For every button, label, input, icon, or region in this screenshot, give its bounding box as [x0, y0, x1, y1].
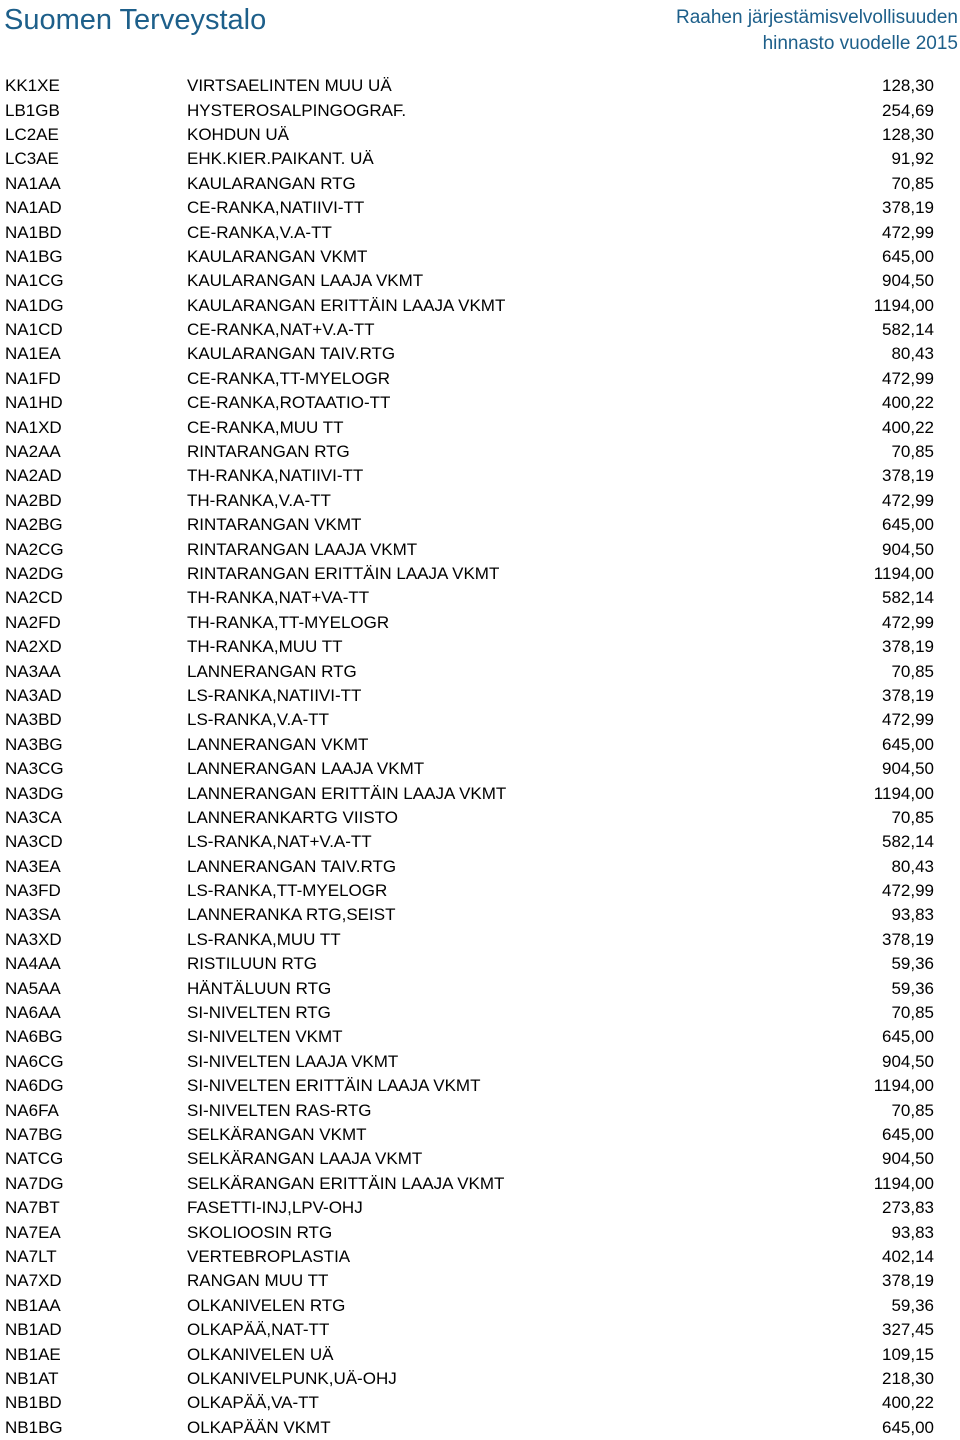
procedure-description: LANNERANKA RTG,SEIST	[187, 905, 396, 925]
procedure-description: EHK.KIER.PAIKANT. UÄ	[187, 149, 374, 169]
procedure-price: 645,00	[882, 515, 934, 535]
procedure-description: SI-NIVELTEN LAAJA VKMT	[187, 1051, 399, 1071]
procedure-price: 93,83	[891, 905, 934, 925]
procedure-code: NA3AD	[5, 685, 62, 705]
procedure-code: NA6CG	[5, 1051, 64, 1071]
procedure-price: 80,43	[891, 856, 934, 876]
procedure-code: NA2AD	[5, 466, 62, 486]
procedure-price: 904,50	[882, 539, 934, 559]
procedure-price: 645,00	[882, 1124, 934, 1144]
procedure-description: SI-NIVELTEN VKMT	[187, 1027, 343, 1047]
procedure-code: NA7LT	[5, 1246, 57, 1266]
table-row	[0, 635, 960, 659]
procedure-code: NA5AA	[5, 978, 61, 998]
procedure-price: 218,30	[882, 1368, 934, 1388]
procedure-price: 904,50	[882, 759, 934, 779]
procedure-price: 378,19	[882, 198, 934, 218]
procedure-description: KAULARANGAN ERITTÄIN LAAJA VKMT	[187, 295, 506, 315]
procedure-code: NB1AT	[5, 1368, 59, 1388]
procedure-description: OLKAPÄÄ,NAT-TT	[187, 1320, 330, 1340]
procedure-description: LS-RANKA,MUU TT	[187, 929, 341, 949]
table-row	[0, 74, 960, 98]
procedure-description: CE-RANKA,TT-MYELOGR	[187, 368, 391, 388]
brand-name: Suomen Terveystalo	[4, 4, 267, 36]
procedure-description: LANNERANGAN ERITTÄIN LAAJA VKMT	[187, 783, 507, 803]
procedure-price: 1194,00	[873, 783, 934, 803]
table-row	[0, 172, 960, 196]
procedure-code: NA7DG	[5, 1173, 64, 1193]
procedure-price: 378,19	[882, 466, 934, 486]
procedure-code: NA1CG	[5, 271, 64, 291]
table-row	[0, 806, 960, 830]
procedure-code: NA2CG	[5, 539, 64, 559]
procedure-price: 400,22	[882, 393, 934, 413]
table-row	[0, 976, 960, 1000]
table-row	[0, 586, 960, 610]
procedure-price: 327,45	[882, 1320, 934, 1340]
procedure-code: NA3XD	[5, 929, 62, 949]
table-row	[0, 1367, 960, 1391]
procedure-code: NB1AD	[5, 1320, 62, 1340]
table-row	[0, 513, 960, 537]
procedure-description: KAULARANGAN LAAJA VKMT	[187, 271, 424, 291]
table-row	[0, 98, 960, 122]
procedure-description: SI-NIVELTEN RTG	[187, 1003, 331, 1023]
procedure-price: 128,30	[882, 76, 934, 96]
table-row	[0, 440, 960, 464]
table-row	[0, 391, 960, 415]
table-row	[0, 294, 960, 318]
table-row	[0, 684, 960, 708]
procedure-description: OLKAPÄÄ,VA-TT	[187, 1393, 319, 1413]
table-row	[0, 1318, 960, 1342]
table-row	[0, 1098, 960, 1122]
procedure-description: LS-RANKA,TT-MYELOGR	[187, 881, 388, 901]
procedure-price: 59,36	[891, 954, 934, 974]
table-row	[0, 903, 960, 927]
procedure-description: LS-RANKA,NAT+V.A-TT	[187, 832, 372, 852]
procedure-code: NA3BG	[5, 734, 63, 754]
table-row	[0, 1415, 960, 1439]
procedure-description: CE-RANKA,NATIIVI-TT	[187, 198, 365, 218]
title-line-2: hinnasto vuodelle 2015	[762, 33, 958, 54]
table-row	[0, 1220, 960, 1244]
table-row	[0, 1269, 960, 1293]
procedure-code: NA1XD	[5, 417, 62, 437]
document-title	[676, 5, 958, 57]
procedure-description: VERTEBROPLASTIA	[187, 1246, 351, 1266]
procedure-description: HYSTEROSALPINGOGRAF.	[187, 100, 407, 120]
procedure-price: 378,19	[882, 685, 934, 705]
procedure-price: 59,36	[891, 978, 934, 998]
procedure-description: KAULARANGAN RTG	[187, 173, 356, 193]
procedure-description: OLKANIVELPUNK,UÄ-OHJ	[187, 1368, 397, 1388]
procedure-description: RINTARANGAN VKMT	[187, 515, 362, 535]
procedure-code: NA2DG	[5, 564, 64, 583]
table-row	[0, 220, 960, 244]
procedure-price: 70,85	[891, 1003, 934, 1023]
procedure-description: LANNERANKARTG VIISTO	[187, 807, 398, 827]
procedure-code: NA1BG	[5, 246, 63, 266]
procedure-code: NA3EA	[5, 856, 61, 876]
procedure-price: 582,14	[882, 320, 934, 340]
procedure-price: 472,99	[882, 222, 934, 242]
procedure-code: LC2AE	[5, 124, 59, 144]
procedure-price: 93,83	[891, 1222, 934, 1242]
procedure-description: CE-RANKA,NAT+V.A-TT	[187, 320, 375, 340]
procedure-code: NA1AD	[5, 198, 62, 218]
procedure-price: 904,50	[882, 1051, 934, 1071]
procedure-description: LANNERANGAN TAIV.RTG	[187, 856, 397, 876]
procedure-code: NB1BD	[5, 1393, 62, 1413]
procedure-price: 70,85	[891, 807, 934, 827]
procedure-description: OLKAPÄÄN VKMT	[187, 1417, 331, 1437]
procedure-description: RANGAN MUU TT	[187, 1271, 329, 1291]
procedure-description: LANNERANGAN LAAJA VKMT	[187, 759, 425, 779]
procedure-price: 582,14	[882, 832, 934, 852]
procedure-code: NA2FD	[5, 612, 61, 632]
procedure-price: 472,99	[882, 881, 934, 901]
procedure-price: 472,99	[882, 368, 934, 388]
procedure-price: 645,00	[882, 734, 934, 754]
table-row	[0, 781, 960, 805]
procedure-code: NA2BG	[5, 515, 63, 535]
table-row	[0, 342, 960, 366]
table-row	[0, 1050, 960, 1074]
procedure-price: 645,00	[882, 1417, 934, 1437]
procedure-description: SI-NIVELTEN RAS-RTG	[187, 1100, 372, 1120]
procedure-price: 70,85	[891, 661, 934, 681]
page-header	[0, 0, 960, 62]
procedure-description: TH-RANKA,MUU TT	[187, 637, 343, 657]
procedure-code: NA1FD	[5, 368, 61, 388]
procedure-code: NA3CG	[5, 759, 64, 779]
procedure-code: LC3AE	[5, 149, 59, 169]
table-row	[0, 537, 960, 561]
procedure-price: 80,43	[891, 344, 934, 364]
table-row	[0, 1123, 960, 1147]
procedure-code: NB1AE	[5, 1344, 61, 1364]
procedure-price: 904,50	[882, 271, 934, 291]
procedure-price: 400,22	[882, 1393, 934, 1413]
procedure-code: NB1AA	[5, 1295, 61, 1315]
table-row	[0, 245, 960, 269]
procedure-code: NATCG	[5, 1149, 64, 1169]
table-row	[0, 879, 960, 903]
procedure-code: NA7BG	[5, 1124, 63, 1144]
table-row	[0, 952, 960, 976]
procedure-code: NA1HD	[5, 393, 63, 413]
procedure-code: KK1XE	[5, 76, 60, 96]
procedure-description: TH-RANKA,TT-MYELOGR	[187, 612, 390, 632]
procedure-code: NA1BD	[5, 222, 62, 242]
procedure-price: 400,22	[882, 417, 934, 437]
procedure-code: NA2CD	[5, 588, 63, 608]
procedure-price: 70,85	[891, 1100, 934, 1120]
procedure-price: 904,50	[882, 1149, 934, 1169]
procedure-description: RINTARANGAN RTG	[187, 442, 350, 462]
price-list-body	[0, 74, 960, 1440]
procedure-description: TH-RANKA,V.A-TT	[187, 490, 331, 510]
table-row	[0, 1074, 960, 1098]
procedure-price: 273,83	[882, 1198, 934, 1218]
procedure-price: 1194,00	[873, 564, 934, 583]
procedure-price: 378,19	[882, 637, 934, 657]
procedure-price: 582,14	[882, 588, 934, 608]
procedure-description: HÄNTÄLUUN RTG	[187, 978, 332, 998]
table-row	[0, 733, 960, 757]
procedure-code: NA7EA	[5, 1222, 61, 1242]
procedure-description: LS-RANKA,V.A-TT	[187, 710, 330, 730]
table-row	[0, 1342, 960, 1366]
table-row	[0, 830, 960, 854]
procedure-description: KAULARANGAN VKMT	[187, 246, 368, 266]
table-row	[0, 1147, 960, 1171]
procedure-code: NA6FA	[5, 1100, 59, 1120]
procedure-description: OLKANIVELEN UÄ	[187, 1344, 334, 1364]
table-row	[0, 1172, 960, 1196]
procedure-description: CE-RANKA,V.A-TT	[187, 222, 332, 242]
table-row	[0, 562, 960, 586]
procedure-description: RINTARANGAN LAAJA VKMT	[187, 539, 418, 559]
procedure-code: NA6BG	[5, 1027, 63, 1047]
procedure-description: LS-RANKA,NATIIVI-TT	[187, 685, 362, 705]
procedure-description: FASETTI-INJ,LPV-OHJ	[187, 1198, 363, 1218]
table-row	[0, 1025, 960, 1049]
table-row	[0, 1245, 960, 1269]
procedure-code: NA1AA	[5, 173, 61, 193]
procedure-description: SELKÄRANGAN VKMT	[187, 1124, 367, 1144]
table-row	[0, 415, 960, 439]
procedure-description: RINTARANGAN ERITTÄIN LAAJA VKMT	[187, 564, 500, 583]
procedure-price: 1194,00	[873, 295, 934, 315]
procedure-code: NA4AA	[5, 954, 61, 974]
table-row	[0, 489, 960, 513]
procedure-code: NA6DG	[5, 1076, 64, 1096]
procedure-description: OLKANIVELEN RTG	[187, 1295, 346, 1315]
procedure-description: TH-RANKA,NATIIVI-TT	[187, 466, 364, 486]
procedure-code: NA1EA	[5, 344, 61, 364]
procedure-code: LB1GB	[5, 100, 60, 120]
procedure-description: SKOLIOOSIN RTG	[187, 1222, 333, 1242]
procedure-code: NA3SA	[5, 905, 61, 925]
table-row	[0, 855, 960, 879]
table-row	[0, 318, 960, 342]
procedure-price: 109,15	[882, 1344, 934, 1364]
table-row	[0, 928, 960, 952]
procedure-code: NA3BD	[5, 710, 62, 730]
procedure-description: KOHDUN UÄ	[187, 124, 290, 144]
procedure-description: LANNERANGAN RTG	[187, 661, 357, 681]
procedure-description: SI-NIVELTEN ERITTÄIN LAAJA VKMT	[187, 1076, 481, 1096]
table-row	[0, 611, 960, 635]
procedure-code: NA2XD	[5, 637, 62, 657]
procedure-price: 1194,00	[873, 1076, 934, 1096]
procedure-description: SELKÄRANGAN ERITTÄIN LAAJA VKMT	[187, 1173, 505, 1193]
procedure-description: RISTILUUN RTG	[187, 954, 318, 974]
table-row	[0, 659, 960, 683]
procedure-price: 472,99	[882, 612, 934, 632]
procedure-price: 472,99	[882, 490, 934, 510]
procedure-code: NA7BT	[5, 1198, 60, 1218]
procedure-code: NA6AA	[5, 1003, 61, 1023]
price-list-table	[0, 74, 960, 1440]
procedure-price: 254,69	[882, 100, 934, 120]
procedure-price: 472,99	[882, 710, 934, 730]
procedure-price: 70,85	[891, 442, 934, 462]
table-row	[0, 1294, 960, 1318]
table-row	[0, 464, 960, 488]
procedure-code: NA7XD	[5, 1271, 62, 1291]
procedure-code: NA2AA	[5, 442, 61, 462]
procedure-description: SELKÄRANGAN LAAJA VKMT	[187, 1149, 423, 1169]
procedure-description: VIRTSAELINTEN MUU UÄ	[187, 76, 392, 96]
table-row	[0, 196, 960, 220]
table-row	[0, 269, 960, 293]
procedure-description: TH-RANKA,NAT+VA-TT	[187, 588, 370, 608]
table-row	[0, 1001, 960, 1025]
procedure-description: CE-RANKA,MUU TT	[187, 417, 344, 437]
procedure-description: KAULARANGAN TAIV.RTG	[187, 344, 396, 364]
table-row	[0, 1196, 960, 1220]
procedure-description: LANNERANGAN VKMT	[187, 734, 369, 754]
procedure-code: NB1BG	[5, 1417, 63, 1437]
procedure-price: 59,36	[891, 1295, 934, 1315]
procedure-price: 645,00	[882, 246, 934, 266]
procedure-price: 70,85	[891, 173, 934, 193]
procedure-code: NA3CD	[5, 832, 63, 852]
table-row	[0, 147, 960, 171]
procedure-description: CE-RANKA,ROTAATIO-TT	[187, 393, 391, 413]
procedure-code: NA1CD	[5, 320, 63, 340]
procedure-price: 645,00	[882, 1027, 934, 1047]
procedure-code: NA3FD	[5, 881, 61, 901]
procedure-code: NA1DG	[5, 295, 64, 315]
procedure-price: 402,14	[882, 1246, 934, 1266]
procedure-price: 1194,00	[873, 1173, 934, 1193]
table-row	[0, 757, 960, 781]
procedure-price: 378,19	[882, 929, 934, 949]
procedure-code: NA2BD	[5, 490, 62, 510]
table-row	[0, 367, 960, 391]
procedure-code: NA3CA	[5, 807, 62, 827]
title-line-1: Raahen järjestämisvelvollisuuden	[676, 7, 958, 28]
procedure-code: NA3DG	[5, 783, 64, 803]
procedure-code: NA3AA	[5, 661, 61, 681]
procedure-price: 128,30	[882, 124, 934, 144]
table-row	[0, 123, 960, 147]
procedure-price: 91,92	[891, 149, 934, 169]
procedure-price: 378,19	[882, 1271, 934, 1291]
table-row	[0, 708, 960, 732]
table-row	[0, 1391, 960, 1415]
